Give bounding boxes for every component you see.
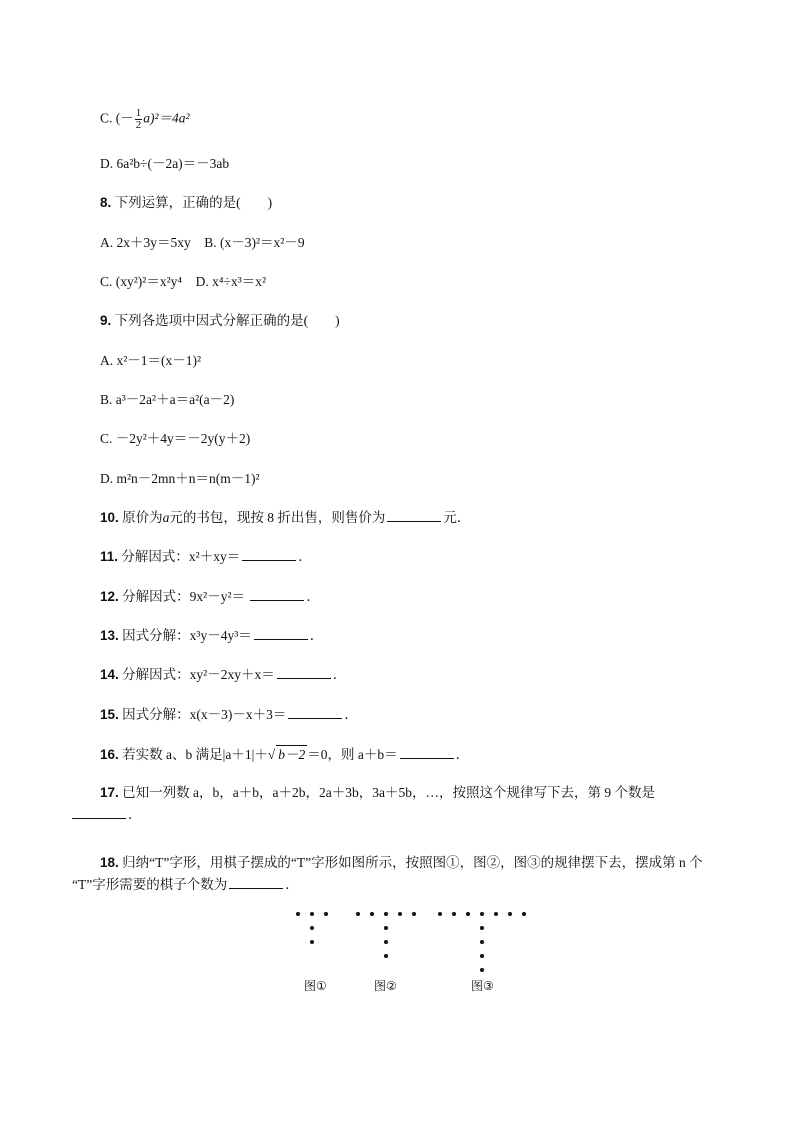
piece-dot (384, 926, 388, 930)
question-number: 11. (100, 549, 119, 564)
piece-dot (522, 912, 526, 916)
question-number: 10. (100, 510, 119, 525)
question-12 (100, 588, 320, 606)
question-text: 分解因式：xy²－2xy＋x＝ (122, 667, 275, 682)
piece-dot (438, 912, 442, 916)
question-number: 13. (100, 628, 119, 643)
piece-dot (494, 912, 498, 916)
answer-blank[interactable] (229, 876, 283, 889)
fraction-denominator: 2 (135, 119, 142, 131)
piece-dot (310, 926, 314, 930)
option-7c-prefix: C. (－ (100, 110, 134, 126)
question-8 (100, 194, 272, 212)
answer-blank[interactable] (387, 509, 441, 522)
period: ． (298, 549, 312, 564)
piece-dot (480, 912, 484, 916)
option-7d: D. 6a²b÷(－2a)＝－3ab (100, 156, 230, 171)
question-text: ＝0，则 a＋b＝ (307, 747, 398, 762)
piece-dot (452, 912, 456, 916)
option-7c-rest: a)²＝4a² (143, 110, 190, 126)
question-text: 分解因式：x²＋xy＝ (121, 549, 241, 564)
question-9 (100, 312, 340, 330)
piece-dot (296, 912, 300, 916)
fraction (135, 108, 143, 131)
option-7c (100, 108, 190, 131)
options-8cd: C. (xy²)²＝x²y⁴ D. x⁴÷x³＝x² (100, 274, 267, 289)
variable: a (162, 510, 170, 525)
piece-dot (398, 912, 402, 916)
question-text: 因式分解：x³y－4y³＝ (122, 628, 252, 643)
answer-blank[interactable] (400, 746, 454, 759)
question-text: 原价为 (122, 510, 163, 525)
question-number: 16. (100, 747, 119, 762)
question-number: 9. (100, 313, 112, 328)
piece-dot (370, 912, 374, 916)
question-text: 下列各选项中因式分解正确的是( ) (114, 313, 340, 328)
sqrt-sign: √ (267, 747, 276, 762)
question-11 (100, 548, 312, 566)
period: ． (332, 667, 347, 682)
options-8ab: A. 2x＋3y＝5xy B. (x－3)²＝x²－9 (100, 235, 305, 250)
sqrt-radicand: b－2 (278, 747, 306, 762)
piece-dot (310, 940, 314, 944)
question-text: 因式分解：x(x－3)－x＋3＝ (122, 707, 287, 722)
answer-blank[interactable] (250, 588, 304, 601)
option-9d: D. m²n－2mn＋n＝n(m－1)² (100, 471, 260, 486)
fraction-numerator: 1 (135, 107, 142, 119)
question-number: 14. (100, 667, 119, 682)
period: ． (455, 747, 470, 762)
answer-blank[interactable] (254, 627, 308, 640)
piece-dot (384, 954, 388, 958)
period: ． (309, 628, 324, 643)
option-9b: B. a³－2a²＋a＝a²(a－2) (100, 392, 235, 407)
answer-blank[interactable] (242, 548, 296, 561)
question-text: 分解因式：9x²－y²＝ (122, 589, 246, 604)
question-16 (100, 745, 469, 764)
piece-dot (384, 940, 388, 944)
question-text: “T”字形需要的棋子个数为 (72, 877, 228, 892)
question-18 (72, 852, 722, 896)
option-9c: C. －2y²＋4y＝－2y(y＋2) (100, 431, 251, 446)
option-9a: A. x²－1＝(x－1)² (100, 353, 202, 368)
question-number: 8. (100, 195, 112, 210)
piece-dot (412, 912, 416, 916)
question-number: 12. (100, 589, 119, 604)
period: ． (128, 807, 142, 822)
question-text: 已知一列数 a，b，a＋b，a＋2b，2a＋3b，3a＋5b，…，按照这个规律写下去，第 9 个数是 (122, 785, 655, 800)
question-number: 17. (100, 785, 119, 800)
piece-dot (466, 912, 470, 916)
question-number: 15. (100, 707, 119, 722)
period: ． (306, 589, 320, 604)
piece-dot (508, 912, 512, 916)
question-text: 元的书包，现按 8 折出售，则售价为 (169, 510, 386, 525)
answer-blank[interactable] (72, 806, 126, 819)
question-17 (72, 782, 722, 826)
figure-2-label: 图② (374, 979, 397, 993)
question-text: 归纳“T”字形，用棋子摆成的“T”字形如图所示，按照图①，图②，图③的规律摆下去，摆成第 n 个 (122, 855, 703, 870)
piece-dot (384, 912, 388, 916)
piece-dot (324, 912, 328, 916)
period: ． (344, 707, 358, 722)
piece-dot (480, 968, 484, 972)
answer-blank[interactable] (277, 666, 331, 679)
piece-dot (480, 954, 484, 958)
question-text: 下列运算，正确的是( ) (114, 195, 273, 210)
question-number: 18. (100, 855, 119, 870)
question-text: 若实数 a、b 满足|a＋1|＋ (122, 747, 268, 762)
question-14 (100, 666, 346, 684)
figure-1-label: 图① (304, 979, 327, 993)
question-10 (100, 509, 470, 527)
question-13 (100, 627, 323, 645)
piece-dot (310, 912, 314, 916)
question-15 (100, 706, 358, 724)
piece-dot (356, 912, 360, 916)
piece-dot (480, 940, 484, 944)
answer-blank[interactable] (288, 706, 342, 719)
period: ． (285, 877, 299, 892)
figure-3-label: 图③ (471, 979, 494, 993)
piece-dot (480, 926, 484, 930)
question-text: 元． (443, 510, 471, 525)
